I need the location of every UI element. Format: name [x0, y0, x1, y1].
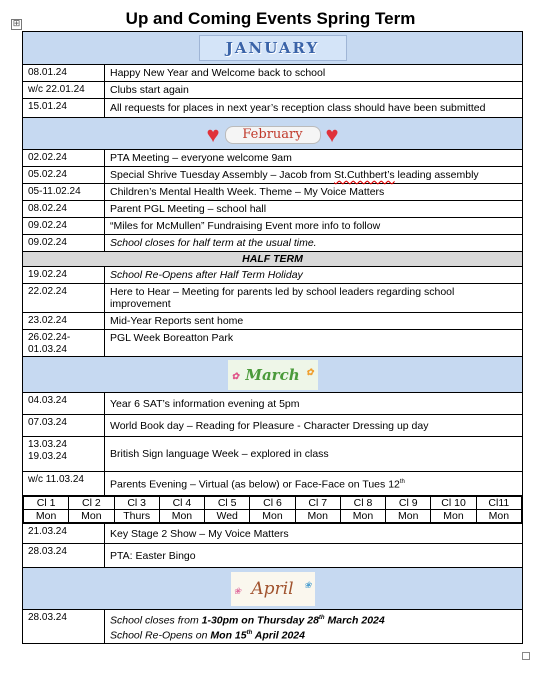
event-date: 04.03.24 [23, 393, 105, 415]
table-row [23, 330, 523, 357]
class-day-cell: Mon [69, 510, 114, 523]
events-table [22, 31, 523, 644]
event-description: Clubs start again [105, 82, 523, 99]
event-description: Parent PGL Meeting – school hall [105, 201, 523, 218]
flower-icon: ✿ [305, 367, 314, 378]
event-description: World Book day – Reading for Pleasure - Character Dressing up day [105, 415, 523, 437]
event-date: 07.03.24 [23, 415, 105, 437]
heart-icon: ♥ [206, 121, 220, 147]
event-date: 26.02.24- 01.03.24 [23, 330, 105, 357]
table-row [23, 393, 523, 415]
class-day-cell: Mon [250, 510, 295, 523]
event-date: 15.01.24 [23, 99, 105, 118]
flower-icon: ✿ [231, 371, 240, 382]
month-row-january [23, 32, 523, 65]
table-row [23, 267, 523, 284]
class-name-cell: Cl 5 [205, 497, 250, 510]
class-name-cell: Cl 2 [69, 497, 114, 510]
spelling-flagged-word: St.Cuthbert’s [334, 169, 395, 181]
class-name-cell: Cl11 [476, 497, 521, 510]
table-resize-handle[interactable] [522, 652, 530, 660]
table-row [23, 235, 523, 252]
event-date: 28.03.24 [23, 610, 105, 644]
march-banner: ✿ March ✿ [228, 360, 318, 390]
event-description: British Sign language Week – explored in class [105, 437, 523, 472]
event-description: “Miles for McMullen” Fundraising Event more info to follow [105, 218, 523, 235]
event-date: 23.02.24 [23, 313, 105, 330]
event-date: 05-11.02.24 [23, 184, 105, 201]
event-description: PTA Meeting – everyone welcome 9am [105, 150, 523, 167]
class-schedule-table [23, 496, 522, 523]
heart-icon: ♥ [325, 121, 339, 147]
event-date: w/c 22.01.24 [23, 82, 105, 99]
month-row-april [23, 568, 523, 610]
event-description: Happy New Year and Welcome back to school [105, 65, 523, 82]
table-row [23, 544, 523, 568]
event-description: Year 6 SAT’s information evening at 5pm [105, 393, 523, 415]
parents-evening-classes-row [23, 496, 523, 524]
event-description: Special Shrive Tuesday Assembly – Jacob from St.Cuthbert’s leading assembly [105, 167, 523, 184]
event-date: 21.03.24 [23, 524, 105, 544]
flower-icon: ❀ [233, 586, 242, 597]
class-day-cell: Wed [205, 510, 250, 523]
event-description: PTA: Easter Bingo [105, 544, 523, 568]
class-day-cell: Mon [24, 510, 69, 523]
half-term-label: HALF TERM [23, 252, 523, 267]
class-name-cell: Cl 8 [340, 497, 385, 510]
class-name-cell: Cl 10 [431, 497, 476, 510]
event-date: 02.02.24 [23, 150, 105, 167]
event-date: 22.02.24 [23, 284, 105, 313]
event-date: 09.02.24 [23, 218, 105, 235]
event-description: All requests for places in next year’s reception class should have been submitted [105, 99, 523, 118]
event-description: PGL Week Boreatton Park [105, 330, 523, 357]
page-title: Up and Coming Events Spring Term [125, 9, 416, 28]
month-row-february [23, 118, 523, 150]
event-description: School Re-Opens after Half Term Holiday [105, 267, 523, 284]
event-date: w/c 11.03.24 [23, 472, 105, 496]
event-date: 08.01.24 [23, 65, 105, 82]
table-row [23, 201, 523, 218]
event-description: Parents Evening – Virtual (as below) or Face-Face on Tues 12th [105, 472, 523, 496]
class-day-cell: Mon [431, 510, 476, 523]
february-banner: ♥ February ♥ [206, 121, 339, 147]
table-row [23, 472, 523, 496]
class-day-cell: Mon [159, 510, 204, 523]
table-row [23, 284, 523, 313]
class-day-cell: Mon [386, 510, 431, 523]
table-row [23, 65, 523, 82]
april-banner: ❀ April ❀ [231, 572, 315, 606]
table-row [23, 415, 523, 437]
table-row [23, 524, 523, 544]
table-row [23, 184, 523, 201]
table-row [23, 437, 523, 472]
event-date: 13.03.24 19.03.24 [23, 437, 105, 472]
class-name-cell: Cl 7 [295, 497, 340, 510]
class-day-cell: Thurs [114, 510, 159, 523]
class-name-cell: Cl 6 [250, 497, 295, 510]
table-row [23, 610, 523, 644]
event-date: 28.03.24 [23, 544, 105, 568]
class-name-cell: Cl 1 [24, 497, 69, 510]
table-row [23, 167, 523, 184]
class-day-cell: Mon [295, 510, 340, 523]
event-description: Key Stage 2 Show – My Voice Matters [105, 524, 523, 544]
table-row [23, 99, 523, 118]
event-description: Mid-Year Reports sent home [105, 313, 523, 330]
month-row-march [23, 357, 523, 393]
event-description: Here to Hear – Meeting for parents led by school leaders regarding school improvement [105, 284, 523, 313]
class-name-cell: Cl 3 [114, 497, 159, 510]
event-date: 05.02.24 [23, 167, 105, 184]
event-date: 09.02.24 [23, 235, 105, 252]
table-row [23, 82, 523, 99]
class-day-cell: Mon [340, 510, 385, 523]
event-date: 08.02.24 [23, 201, 105, 218]
event-description: Children’s Mental Health Week. Theme – My Voice Matters [105, 184, 523, 201]
event-date: 19.02.24 [23, 267, 105, 284]
table-row [23, 150, 523, 167]
table-row [23, 218, 523, 235]
january-banner: JANUARY [199, 35, 347, 61]
event-description: School closes for half term at the usual time. [105, 235, 523, 252]
table-row [23, 313, 523, 330]
flower-icon: ❀ [303, 580, 312, 591]
event-description: School closes from 1-30pm on Thursday 28th March 2024 School Re-Opens on Mon 15th April 2024 [105, 610, 523, 644]
table-move-handle-icon[interactable]: ⊞ [12, 19, 21, 29]
class-name-cell: Cl 4 [159, 497, 204, 510]
class-day-cell: Mon [476, 510, 521, 523]
class-name-cell: Cl 9 [386, 497, 431, 510]
half-term-row [23, 252, 523, 267]
